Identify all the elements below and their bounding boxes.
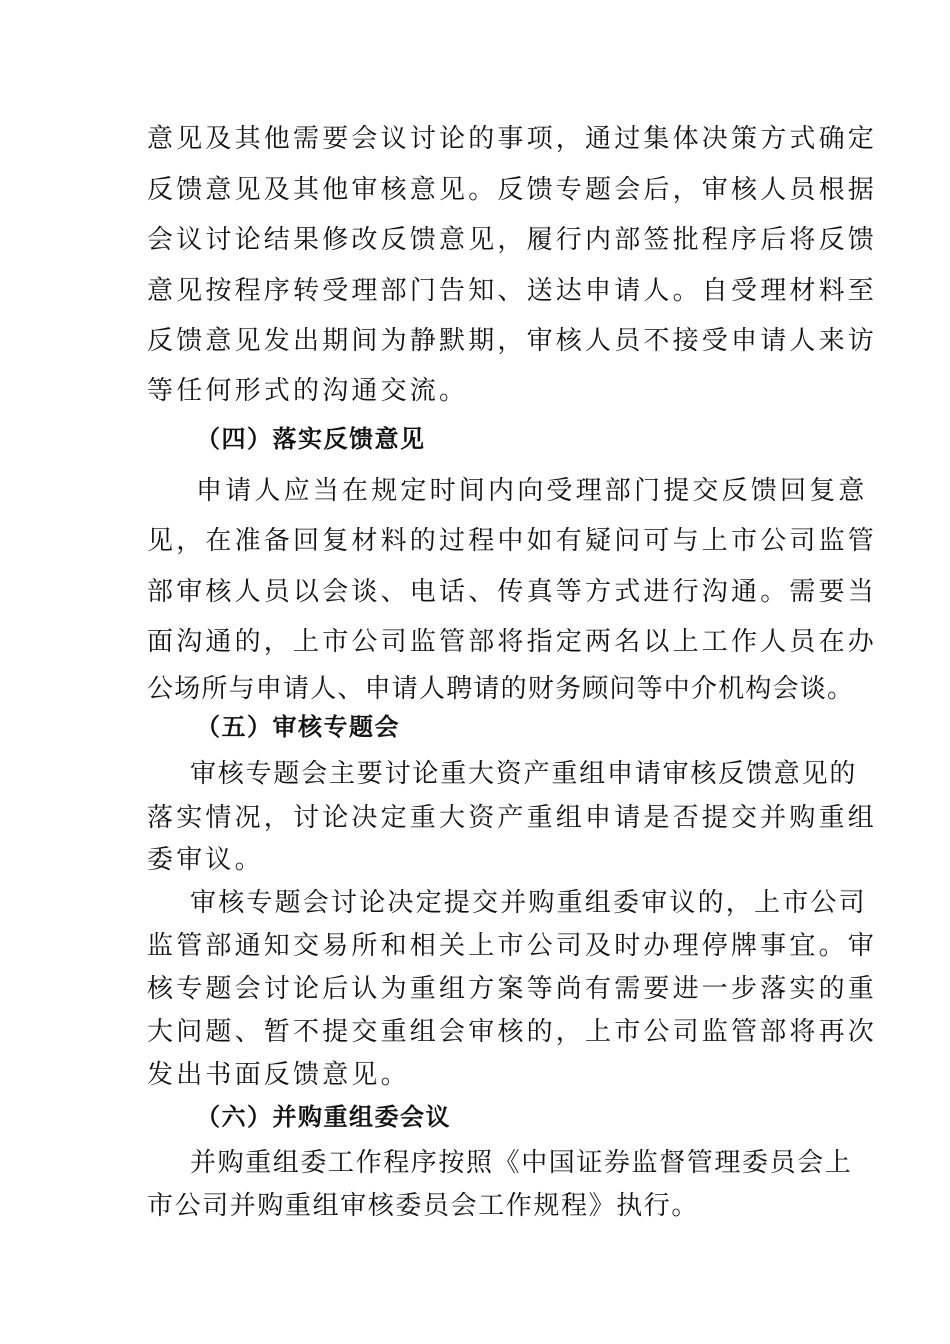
body-text-line: 反馈意见发出期间为静默期，审核人员不接受申请人来访 (147, 326, 878, 356)
body-text-line: 审核专题会主要讨论重大资产重组申请审核反馈意见的 (190, 759, 858, 789)
body-text-line: 落实情况，讨论决定重大资产重组申请是否提交并购重组 (147, 803, 878, 833)
section-heading-4: （四）落实反馈意见 (196, 425, 426, 453)
body-text-line: 反馈意见及其他审核意见。反馈专题会后，审核人员根据 (147, 175, 878, 205)
body-text-line: 见，在准备回复材料的过程中如有疑问可与上市公司监管 (147, 526, 878, 556)
body-text-line: 发出书面反馈意见。 (147, 1060, 410, 1090)
body-text-line: 委审议。 (147, 845, 264, 875)
section-heading-6: （六）并购重组委会议 (196, 1103, 451, 1131)
body-text-line: 意见及其他需要会议讨论的事项，通过集体决策方式确定 (147, 124, 878, 154)
body-text-line: 会议讨论结果修改反馈意见，履行内部签批程序后将反馈 (147, 225, 878, 255)
body-text-line: 意见按程序转受理部门告知、送达申请人。自受理材料至 (147, 276, 878, 306)
section-heading-5: （五）审核专题会 (196, 713, 400, 741)
body-text-line: 市公司并购重组审核委员会工作规程》执行。 (147, 1191, 700, 1221)
body-text-line: 面沟通的，上市公司监管部将指定两名以上工作人员在办 (147, 627, 878, 657)
body-text-line: 监管部通知交易所和相关上市公司及时办理停牌事宜。审 (147, 931, 878, 961)
body-text-line: 部审核人员以会谈、电话、传真等方式进行沟通。需要当 (147, 577, 878, 607)
body-text-line: 申请人应当在规定时间内向受理部门提交反馈回复意 (196, 476, 868, 506)
body-text-line: 审核专题会讨论决定提交并购重组委审议的，上市公司 (190, 888, 867, 918)
body-text-line: 核专题会讨论后认为重组方案等尚有需要进一步落实的重 (147, 974, 878, 1004)
body-text-line: 并购重组委工作程序按照《中国证券监督管理委员会上 (190, 1148, 853, 1178)
body-text-line: 等任何形式的沟通交流。 (147, 376, 469, 406)
body-text-line: 公场所与申请人、申请人聘请的财务顾问等中介机构会谈。 (147, 674, 855, 704)
body-text-line: 大问题、暂不提交重组会审核的，上市公司监管部将再次 (147, 1017, 878, 1047)
